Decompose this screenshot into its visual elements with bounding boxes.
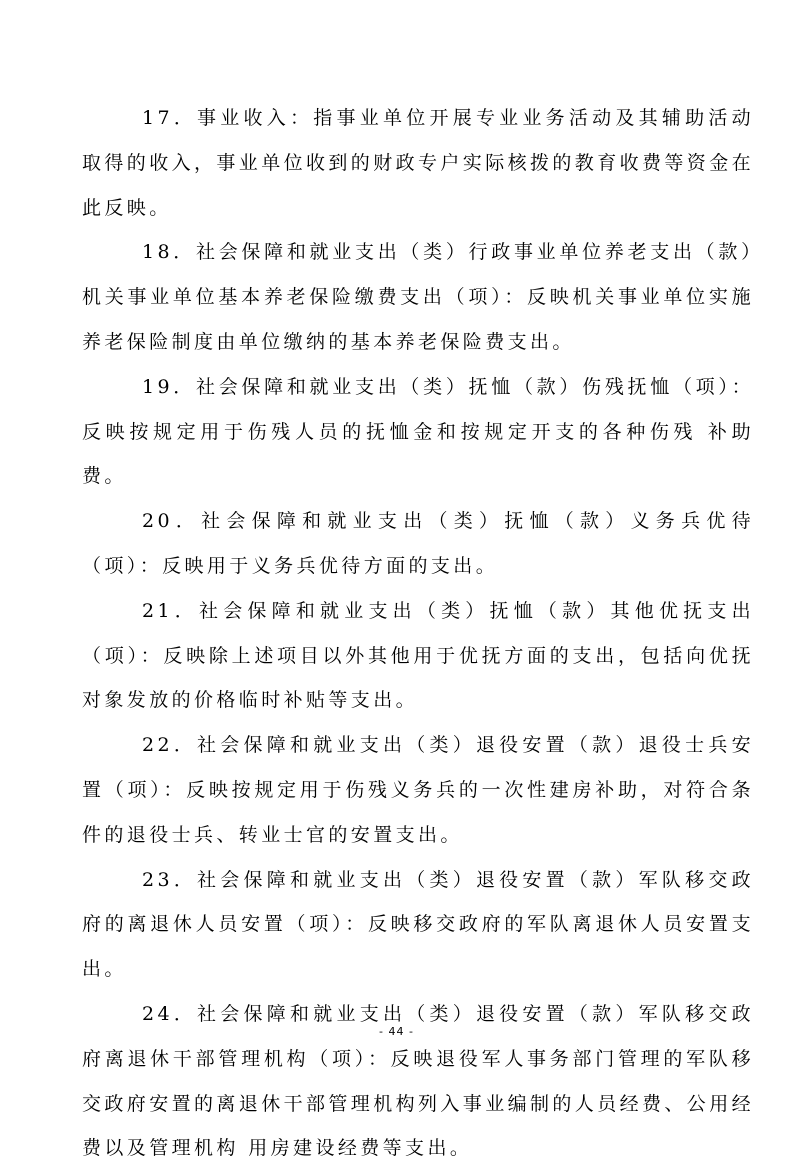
paragraph-18-pension-insurance: 18．社会保障和就业支出（类）行政事业单位养老支出（款）机关事业单位基本养老保险缴费支出（项）：反映机关事业单位实施养老保险制度由单位缴纳的基本养老保险费支出。	[82, 241, 754, 353]
paragraph-21-other-special-care: 21．社会保障和就业支出（类）抚恤（款）其他优抚支出（项）：反映除上述项目以外其他用于优抚方面的支出，包括向优抚对象发放的价格临时补贴等支出。	[82, 599, 754, 712]
paragraph-20-conscript-benefits: 20．社会保障和就业支出（类）抚恤（款）义务兵优待（项）：反映用于义务兵优待方面的支出。	[82, 510, 754, 577]
paragraph-24-retired-cadre-management: 24．社会保障和就业支出（类）退役安置（款）军队移交政府离退休干部管理机构（项）：反映退役军人事务部门管理的军队移交政府安置的离退休干部管理机构列入事业编制的人员经费、公用经费以及管理机构 用房建设经费等支出。	[82, 1002, 755, 1160]
paragraph-23-retired-personnel-placement: 23．社会保障和就业支出（类）退役安置（款）军队移交政府的离退休人员安置（项）：反映移交政府的军队离退休人员安置支出。	[82, 868, 754, 981]
paragraph-17-business-income: 17．事业收入：指事业单位开展专业业务活动及其辅助活动取得的收入，事业单位收到的财政专户实际核拨的教育收费等资金在此反映。	[82, 107, 755, 219]
paragraph-22-veteran-placement: 22．社会保障和就业支出（类）退役安置（款）退役士兵安置（项）：反映按规定用于伤残义务兵的一次性建房补助，对符合条件的退役士兵、转业士官的安置支出。	[82, 734, 754, 846]
body-text	[82, 96, 754, 1171]
paragraph-19-disability-pension: 19．社会保障和就业支出（类）抚恤（款）伤残抚恤（项）：反映按规定用于伤残人员的抚恤金和按规定开支的各种伤残 补助费。	[82, 375, 754, 488]
page-number: - 44 -	[379, 1025, 414, 1038]
